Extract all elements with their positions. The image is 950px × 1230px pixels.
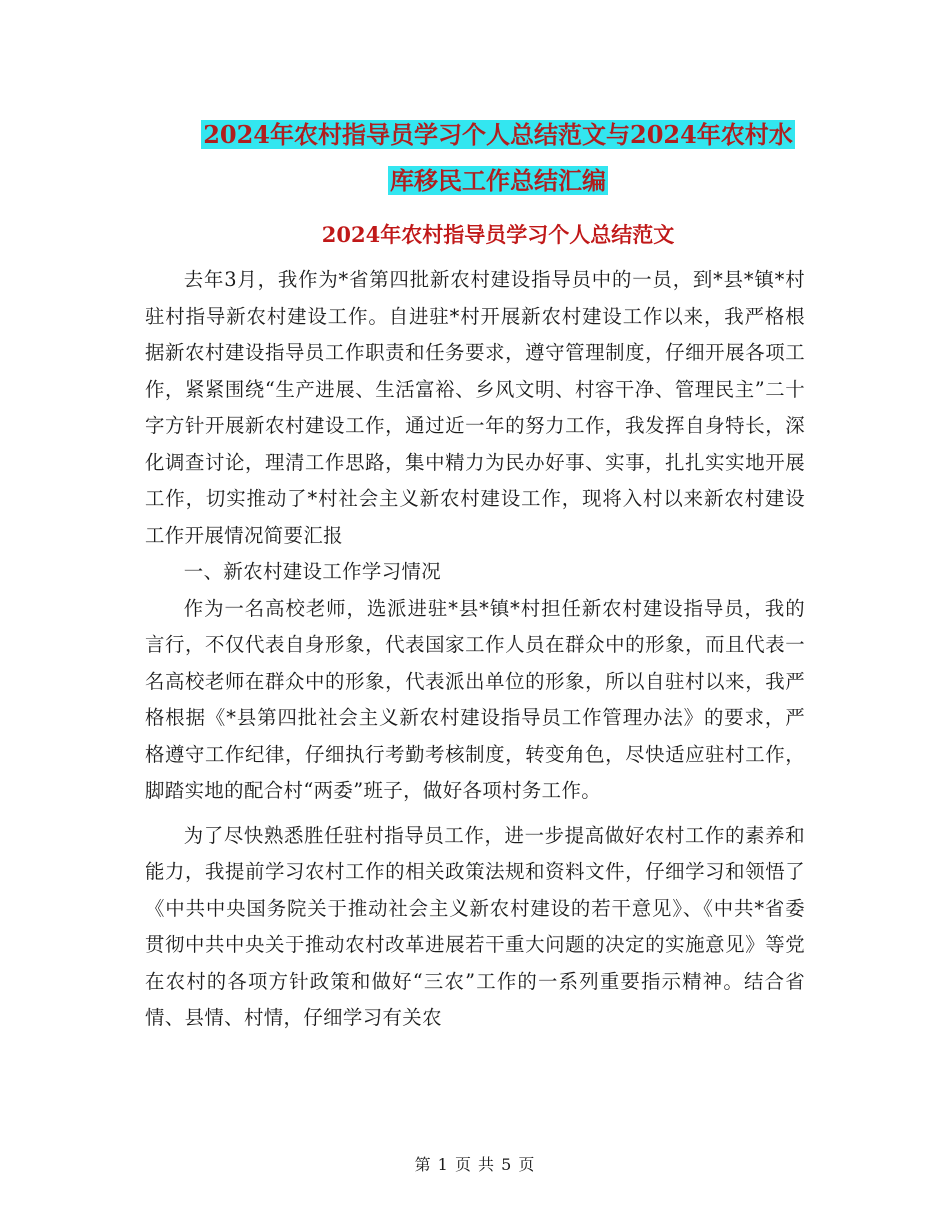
section-title: 2024年农村指导员学习个人总结范文 bbox=[321, 222, 675, 247]
document-body bbox=[145, 262, 805, 1037]
paragraph: 去年3月，我作为*省第四批新农村建设指导员中的一员，到*县*镇*村驻村指导新农村建设工作。自进驻*村开展新农村建设工作以来，我严格根据新农村建设指导员工作职责和任务要求，遵守管理制度，仔细开展各项工作，紧紧围绕“生产进展、生活富裕、乡风文明、村容干净、管理民主”二十字方针开展新农村建设工作，通过近一年的努力工作，我发挥自身特长，深化调查讨论，理清工作思路，集中精力为民办好事、实事，扎扎实实地开展工作，切实推动了*村社会主义新农村建设工作，现将入村以来新农村建设工作开展情况简要汇报 bbox=[145, 268, 805, 547]
document-title-line-1: 2024年农村指导员学习个人总结范文与2024年农村水 bbox=[203, 120, 793, 149]
paragraph: 作为一名高校老师，选派进驻*县*镇*村担任新农村建设指导员，我的言行，不仅代表自身形象，代表国家工作人员在群众中的形象，而且代表一名高校老师在群众中的形象，代表派出单位的形象，所以自驻村以来，我严格根据《*县第四批社会主义新农村建设指导员工作管理办法》的要求，严格遵守工作纪律，仔细执行考勤考核制度，转变角色，尽快适应驻村工作，脚踏实地的配合村“两委”班子，做好各项村务工作。 bbox=[145, 596, 805, 802]
paragraph: 为了尽快熟悉胜任驻村指导员工作，进一步提高做好农村工作的素养和能力，我提前学习农村工作的相关政策法规和资料文件，仔细学习和领悟了《中共中央国务院关于推动社会主义新农村建设的若干意见》、《中共*省委贯彻中共中央关于推动农村改革进展若干重大问题的决定的实施意见》等党在农村的各项方针政策和做好“三农”工作的一系列重要指示精神。结合省情、县情、村情，仔细学习有关农 bbox=[145, 823, 805, 1029]
paragraph: 一、新农村建设工作学习情况 bbox=[183, 560, 442, 583]
document-title-line-2: 库移民工作总结汇编 bbox=[390, 166, 606, 195]
document-title bbox=[140, 112, 856, 204]
page-footer: 第 1 页 共 5 页 bbox=[414, 1155, 536, 1174]
